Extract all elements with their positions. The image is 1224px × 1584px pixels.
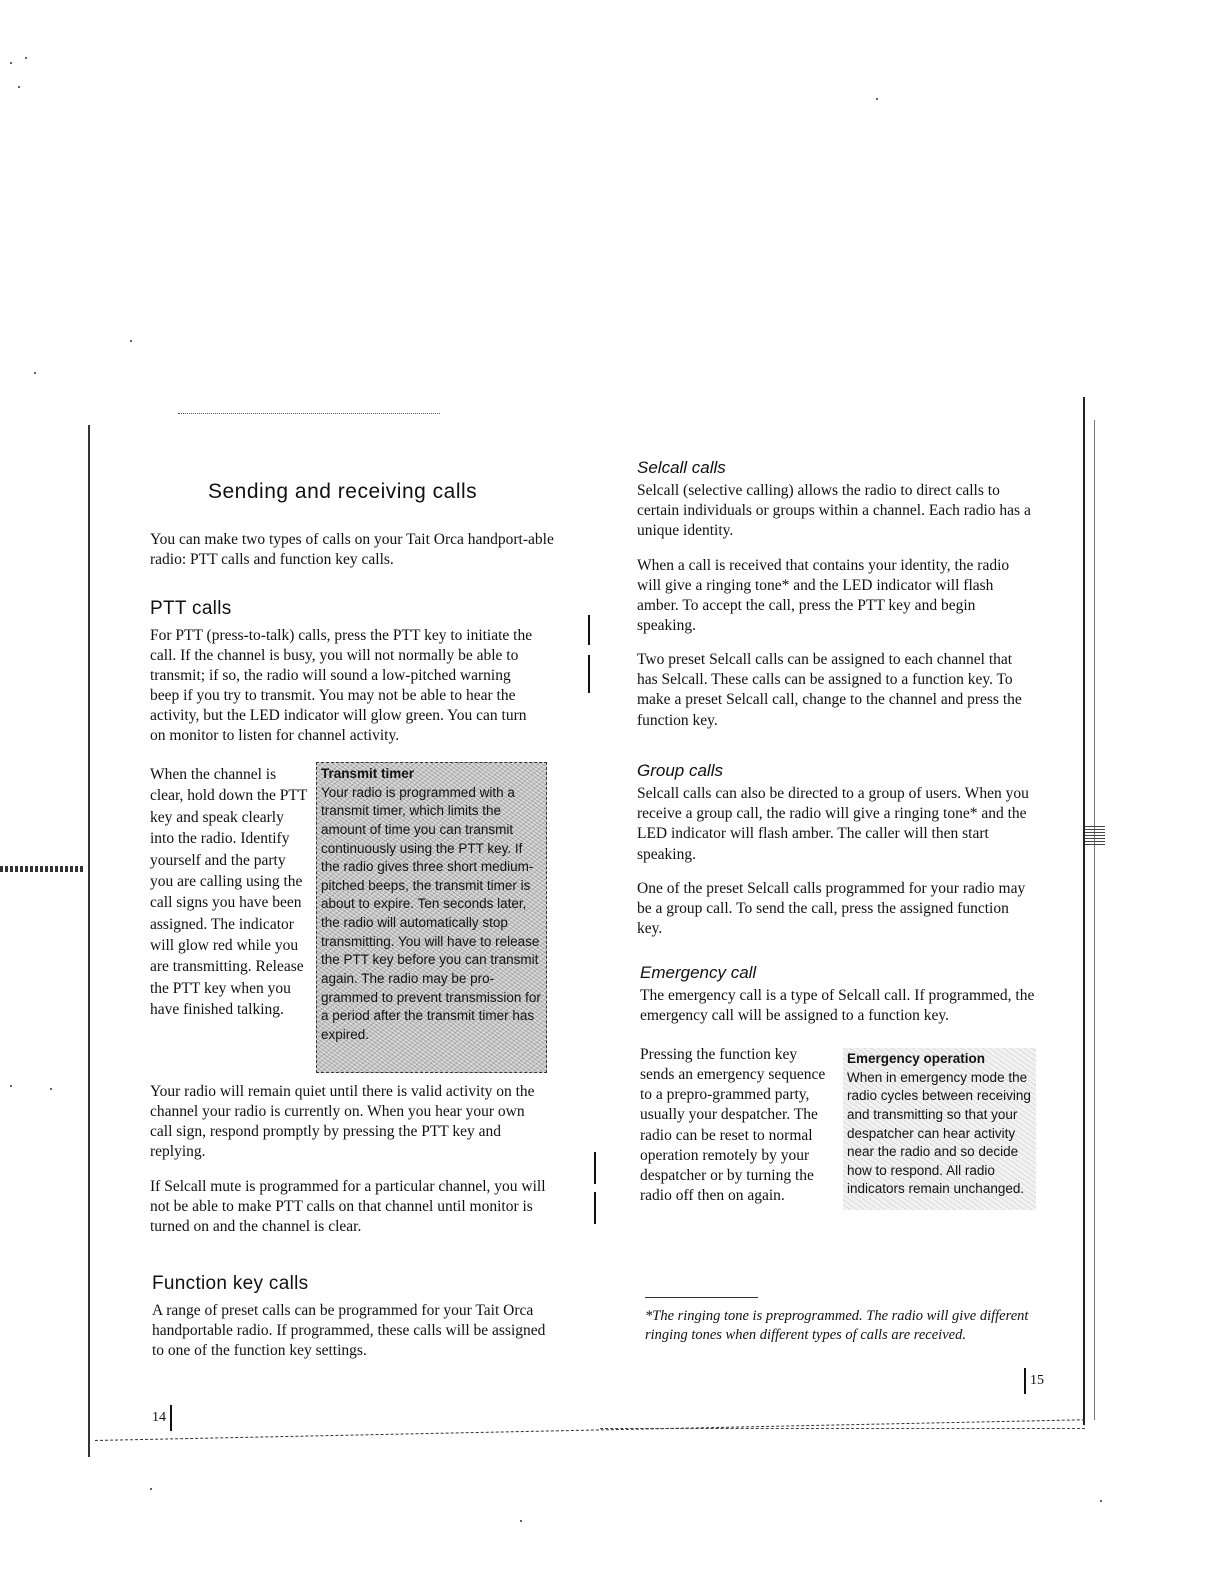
intro-paragraph: You can make two types of calls on your Tait Orca handport-able radio: PTT calls and function key calls. [150, 531, 554, 569]
selcall-paragraph-3: Two preset Selcall calls can be assigned to each channel that has Selcall. These calls can be assigned to a function key. To make a preset Selcall call, change to the channel and press the function key. [637, 651, 1022, 729]
page-left-edge [88, 425, 90, 1457]
selcall-heading: Selcall calls [637, 458, 726, 477]
gutter-mark [594, 1152, 596, 1184]
emergency-side-col [640, 1045, 832, 1220]
function-key-paragraph: A range of preset calls can be programmed for your Tait Orca handportable radio. If programmed, these calls will be assigned to one of the function key settings. [152, 1301, 546, 1359]
gutter-mark [588, 615, 590, 645]
left-page-header [150, 478, 550, 505]
ptt-section [150, 597, 542, 761]
page-bottom-edge-right [600, 1428, 1085, 1429]
transmit-timer-text: Your radio is programmed with a transmit timer, which limits the amount of time you can transmit continuously using the PTT key. If the radio gives three short medium-pitched beeps, the transmit timer is about to expire. Ten seconds later, the radio will automatically stop transmitting. You will have to release the PTT key before you can transmit again. The radio may be pro-grammed to prevent transmission for a period after the transmit timer has expired. [321, 784, 541, 1042]
ptt-paragraph-1: For PTT (press-to-talk) calls, press the PTT key to initiate the call. If the channel is busy, you will not normally be able to transmit; if so, the radio will sound a low-pitched warning beep if you try to transmit. You may not be able to hear the activity, but the LED indicator will glow green. You can turn on monitor to listen for channel activity. [150, 626, 533, 745]
selcall-paragraph-2: When a call is received that contains your identity, the radio will give a ringing tone* and the LED indicator will flash amber. To accept the call, press the PTT key and begin speaking. [637, 556, 1010, 634]
scan-speck [130, 340, 132, 342]
left-page-number-rule [170, 1405, 172, 1431]
page-bottom-edge [95, 1419, 1085, 1441]
scan-speck [10, 62, 12, 64]
group-calls-section [637, 760, 1032, 953]
ptt-paragraph-2: Your radio will remain quiet until there is valid activity on the channel your radio is currently on. When you hear your own call sign, respond promptly by pressing the PTT key and replying. [150, 1083, 535, 1161]
binding-artifact [1085, 825, 1105, 845]
emergency-paragraph-1: The emergency call is a type of Selcall call. If programmed, the emergency call will be assigned to a function key. [640, 987, 1035, 1025]
scan-speck [34, 372, 36, 374]
emergency-side-text: Pressing the function key sends an emergency sequence to a prepro-grammed party, usually your despatcher. The radio can be reset to normal operation remotely by your despatcher or by turning the radio off then on again. [640, 1046, 826, 1204]
binding-artifact [0, 866, 85, 872]
emergency-heading: Emergency call [640, 963, 757, 982]
ptt-continued [150, 1082, 550, 1251]
group-calls-heading: Group calls [637, 761, 723, 780]
footnote: *The ringing tone is preprogrammed. The radio will give different ringing tones when different types of calls are received. [645, 1308, 1029, 1343]
ptt-paragraph-3: If Selcall mute is programmed for a particular channel, you will not be able to make PTT calls on that channel until monitor is turned on and the channel is clear. [150, 1177, 546, 1235]
selcall-section [637, 457, 1032, 745]
page-top-edge [178, 413, 440, 414]
emergency-operation-box [843, 1048, 1036, 1210]
emergency-operation-text: When in emergency mode the radio cycles between receiving and transmitting so that your despatcher can hear activity near the radio and so decide how to respond. All radio indicators remain unchanged. [847, 1069, 1031, 1197]
gutter-mark [594, 1192, 596, 1224]
selcall-paragraph-1: Selcall (selective calling) allows the radio to direct calls to certain individuals or groups within a channel. Each radio has a unique identity. [637, 482, 1031, 540]
ptt-side-text-col [150, 764, 308, 1035]
scan-speck [1100, 1500, 1102, 1502]
emergency-operation-title: Emergency operation [847, 1051, 986, 1066]
page-right-edge-shadow [1094, 420, 1095, 1420]
left-intro [150, 530, 555, 584]
scan-speck [150, 1488, 152, 1490]
function-key-section [152, 1272, 552, 1375]
function-key-heading: Function key calls [152, 1273, 309, 1294]
left-page-number: 14 [152, 1410, 166, 1425]
scan-speck [10, 1085, 12, 1087]
emergency-section [640, 962, 1035, 1040]
chapter-title: Sending and receiving calls [208, 480, 478, 503]
transmit-timer-box [316, 762, 547, 1073]
ptt-heading: PTT calls [150, 598, 232, 619]
group-calls-paragraph-1: Selcall calls can also be directed to a group of users. When you receive a group call, the radio will give a ringing tone* and the LED indicator will flash amber. The caller will then start speaking. [637, 785, 1029, 863]
ptt-side-text: When the channel is clear, hold down the PTT key and speak clearly into the radio. Identify yourself and the party you are calling using the call signs you have been assigned. The indicator will glow red while you are transmitting. Release the PTT key when you have finished talking. [150, 766, 308, 1019]
page-right-edge [1083, 397, 1085, 1425]
transmit-timer-title: Transmit timer [321, 766, 415, 781]
scan-speck [520, 1520, 522, 1522]
scan-speck [18, 86, 20, 88]
scan-speck [50, 1088, 52, 1090]
gutter-mark [588, 655, 590, 693]
right-page-number: 15 [1030, 1373, 1044, 1388]
group-calls-paragraph-2: One of the preset Selcall calls programmed for your radio may be a group call. To send the call, press the assigned function key. [637, 879, 1026, 937]
scan-speck [876, 98, 878, 100]
right-page-number-rule [1024, 1368, 1026, 1394]
scan-speck [25, 57, 27, 59]
footnote-rule [645, 1297, 758, 1298]
